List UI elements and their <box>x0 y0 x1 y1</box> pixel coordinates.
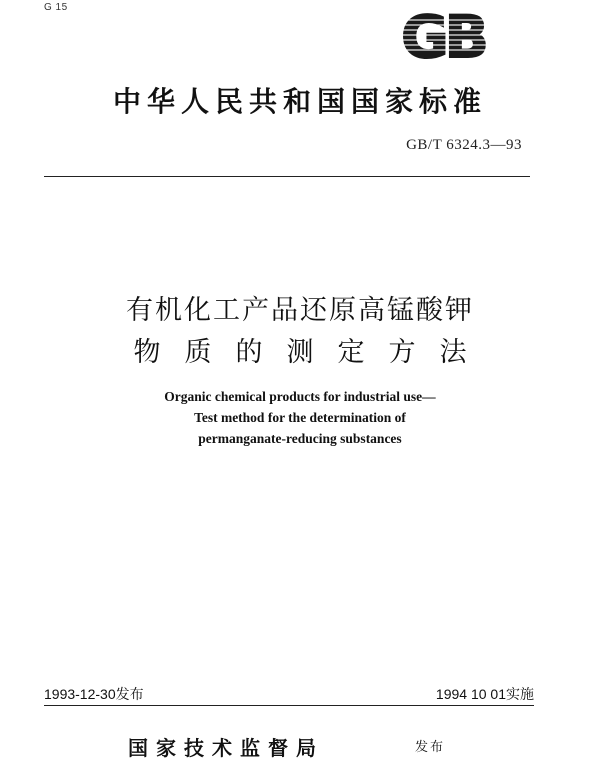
issue-date: 1993-12-30发布 <box>44 686 144 702</box>
issuing-authority: 国家技术监督局 <box>128 736 324 760</box>
implementation-date: 1994 10 01实施 <box>435 686 534 702</box>
title-english-line-2: Test method for the determination of <box>194 410 406 425</box>
issuing-authority-suffix: 发布 <box>415 740 446 755</box>
title-english-line-1: Organic chemical products for industrial use— <box>164 389 436 404</box>
gb-logo-text: GB <box>401 6 485 64</box>
title-chinese-line-1: 有机化工产品还原高锰酸钾 <box>126 295 474 326</box>
classification-code: G 15 <box>44 2 68 13</box>
title-english <box>0 386 600 449</box>
header-divider <box>44 176 530 177</box>
standard-title: 中华人民共和国国家标准 <box>112 85 487 118</box>
gb-logo <box>388 6 498 64</box>
standard-number: GB/T 6324.3—93 <box>406 137 522 153</box>
title-chinese-line-2: 物质的测定方法 <box>133 337 491 368</box>
footer-divider <box>44 705 534 706</box>
title-english-line-3: permanganate-reducing substances <box>198 431 402 446</box>
